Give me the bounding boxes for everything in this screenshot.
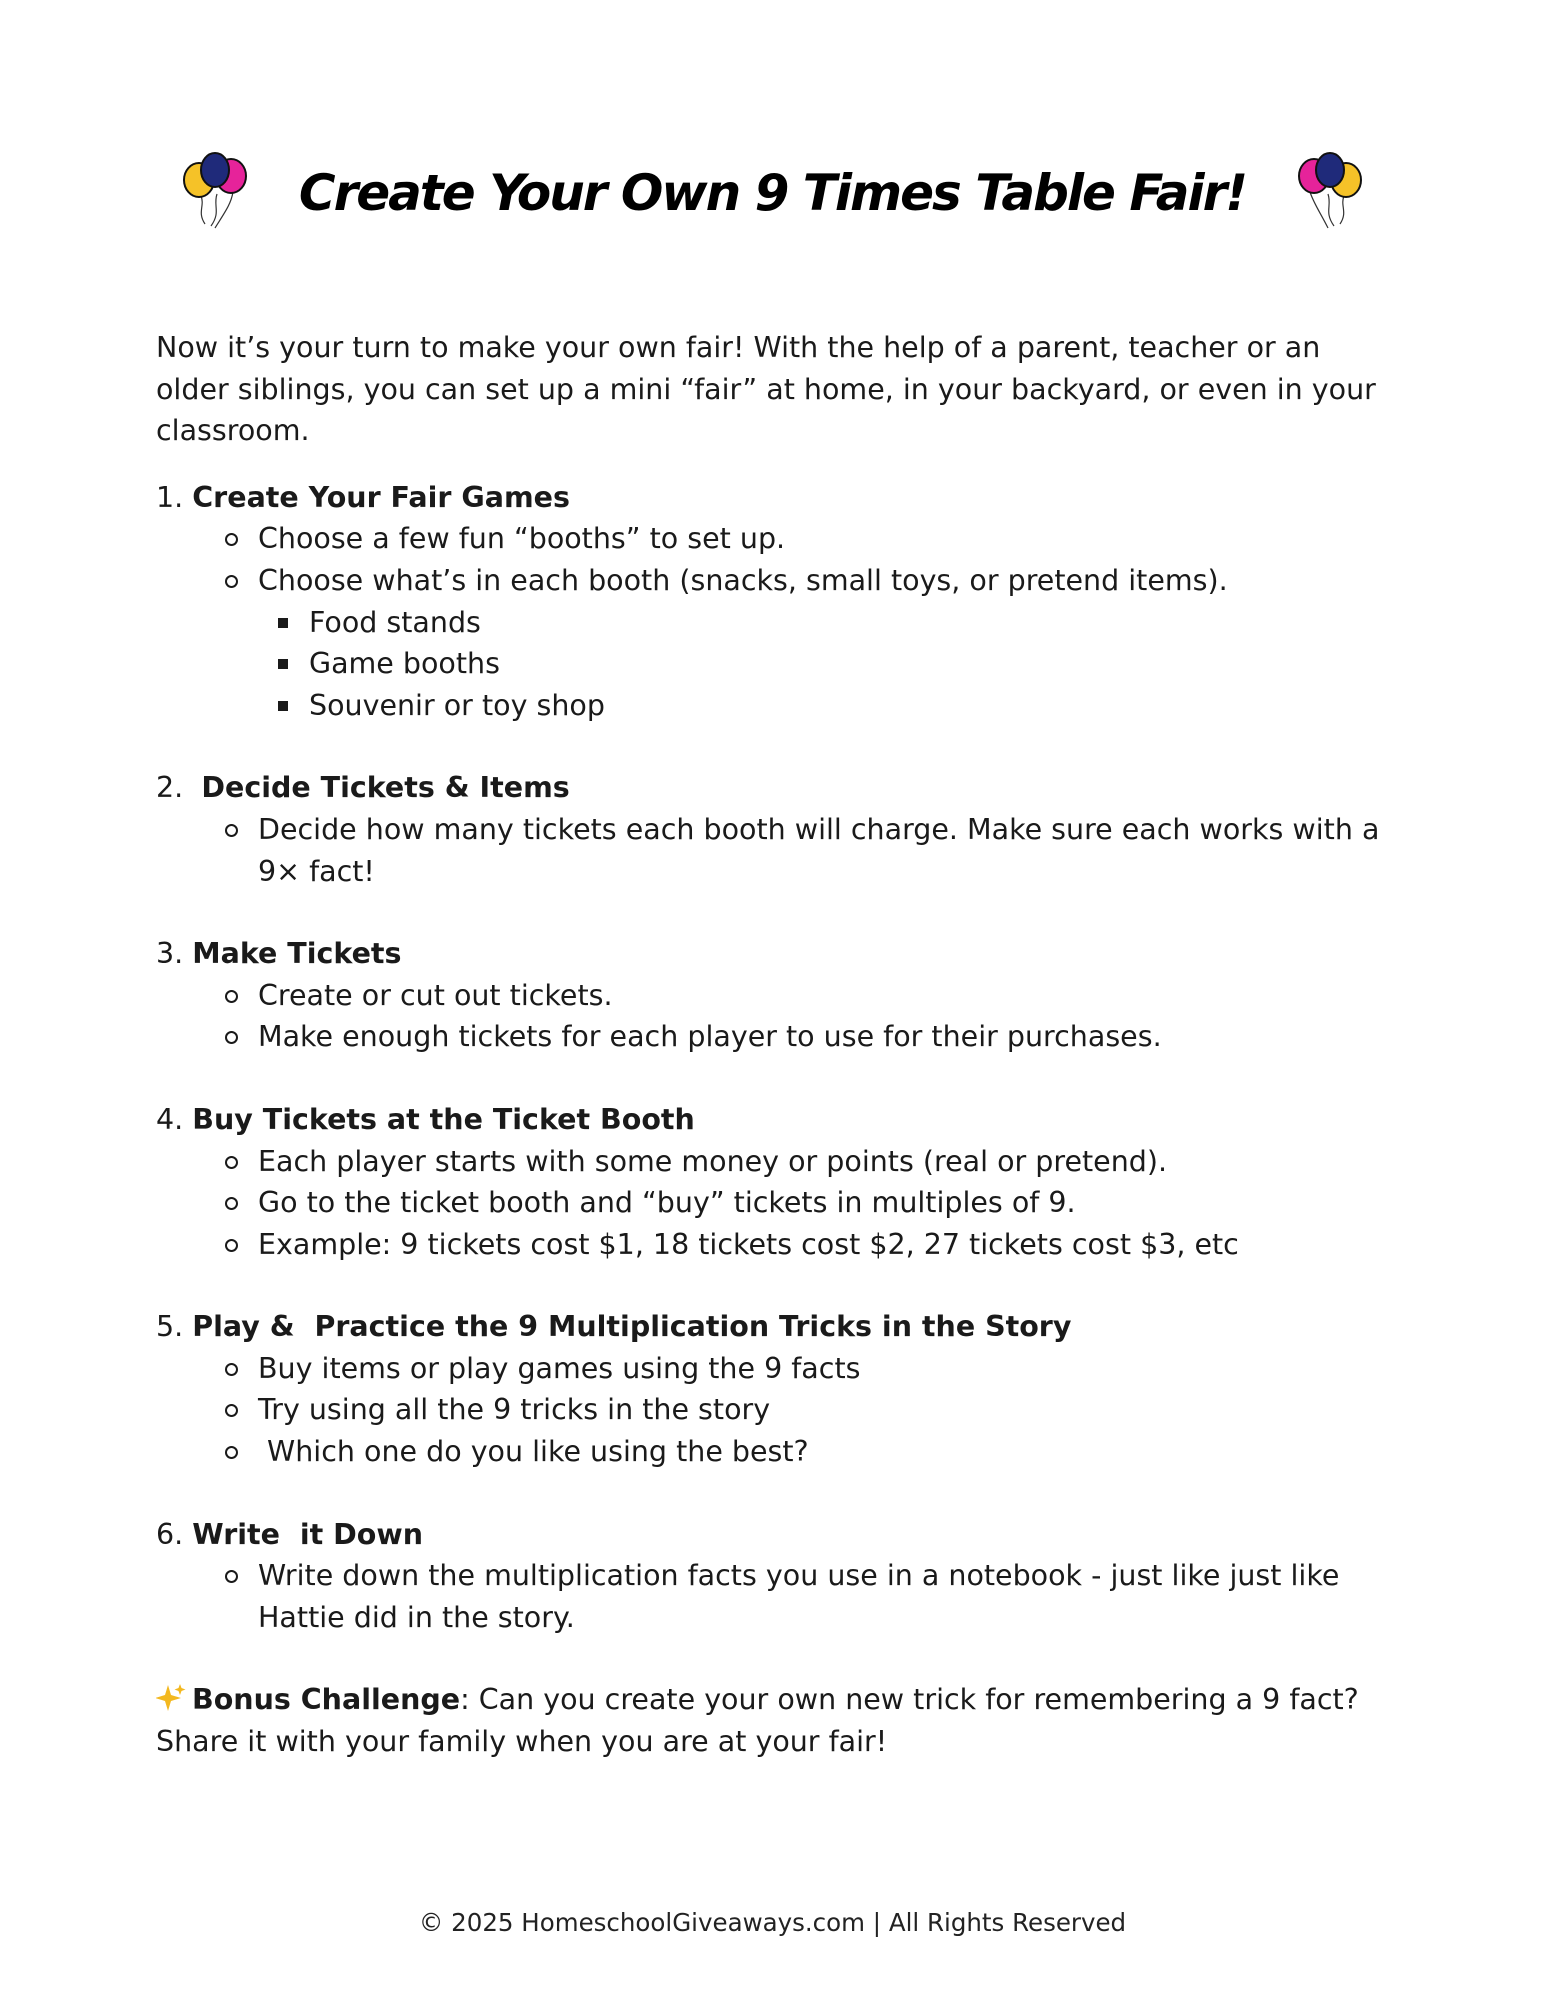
title-row bbox=[0, 148, 1545, 238]
bullet-list bbox=[156, 975, 1396, 1058]
list-item: Try using all the 9 tricks in the story bbox=[258, 1389, 1396, 1431]
balloons-icon bbox=[181, 150, 265, 236]
bullet-list bbox=[156, 1348, 1396, 1473]
sub-bullet-list bbox=[258, 602, 1396, 727]
section-title: Buy Tickets at the Ticket Booth bbox=[192, 1102, 695, 1136]
section-number: 5. bbox=[156, 1310, 184, 1344]
section-1 bbox=[156, 477, 1396, 727]
section-number: 6. bbox=[156, 1517, 184, 1551]
section-heading bbox=[156, 1306, 1396, 1348]
section-number: 1. bbox=[156, 480, 184, 514]
section-5 bbox=[156, 1306, 1396, 1472]
list-subitem: Game booths bbox=[309, 643, 1396, 685]
section-number: 4. bbox=[156, 1102, 184, 1136]
copyright-footer: © 2025 HomeschoolGiveaways.com | All Rights Reserved bbox=[418, 1908, 1127, 1937]
list-subitem: Souvenir or toy shop bbox=[309, 685, 1396, 727]
section-heading bbox=[156, 767, 1396, 809]
section-heading bbox=[156, 1514, 1396, 1556]
bonus-challenge bbox=[156, 1679, 1396, 1762]
section-heading bbox=[156, 477, 1396, 519]
list-item: Each player starts with some money or points (real or pretend). bbox=[258, 1141, 1396, 1183]
list-item: Choose a few fun “booths” to set up. bbox=[258, 518, 1396, 560]
section-number: 2. bbox=[156, 771, 184, 805]
list-item: Create or cut out tickets. bbox=[258, 975, 1396, 1017]
bonus-label: Bonus Challenge bbox=[192, 1683, 461, 1717]
list-item: Go to the ticket booth and “buy” tickets in multiples of 9. bbox=[258, 1182, 1396, 1224]
list-item: Buy items or play games using the 9 facts bbox=[258, 1348, 1396, 1390]
section-title: Decide Tickets & Items bbox=[201, 771, 570, 805]
bullet-list bbox=[156, 809, 1396, 892]
section-heading bbox=[156, 1099, 1396, 1141]
section-title: Create Your Fair Games bbox=[192, 480, 570, 514]
intro-paragraph: Now it’s your turn to make your own fair! With the help of a parent, teacher or an older siblings, you can set up a mini “fair” at home, in your backyard, or even in your classroom. bbox=[156, 331, 1376, 448]
worksheet-content bbox=[156, 327, 1396, 1791]
list-item: Example: 9 tickets cost $1, 18 tickets cost $2, 27 tickets cost $3, etc bbox=[258, 1224, 1396, 1266]
bonus-text: : Can you create your own new trick for remembering a 9 fact? Share it with your family when you are at your fair! bbox=[156, 1683, 1359, 1759]
page-title: Create Your Own 9 Times Table Fair! bbox=[298, 164, 1247, 222]
section-6 bbox=[156, 1514, 1396, 1639]
section-3 bbox=[156, 933, 1396, 1058]
bullet-list bbox=[156, 1555, 1396, 1638]
list-item-text: Choose what’s in each booth (snacks, small toys, or pretend items). bbox=[258, 563, 1228, 597]
bullet-list bbox=[156, 518, 1396, 726]
list-item: Decide how many tickets each booth will charge. Make sure each works with a 9× fact! bbox=[258, 809, 1396, 892]
section-2 bbox=[156, 767, 1396, 892]
sparkle-icon bbox=[156, 1683, 186, 1713]
section-title: Make Tickets bbox=[192, 937, 402, 971]
section-number: 3. bbox=[156, 937, 184, 971]
balloons-icon bbox=[1280, 150, 1364, 236]
list-item: Write down the multiplication facts you use in a notebook - just like just like Hattie did in the story. bbox=[258, 1555, 1396, 1638]
section-heading bbox=[156, 933, 1396, 975]
list-item: Make enough tickets for each player to use for their purchases. bbox=[258, 1016, 1396, 1058]
bullet-list bbox=[156, 1141, 1396, 1266]
section-title: Write it Down bbox=[192, 1517, 423, 1551]
list-subitem: Food stands bbox=[309, 602, 1396, 644]
list-item bbox=[258, 560, 1396, 726]
section-4 bbox=[156, 1099, 1396, 1265]
list-item: Which one do you like using the best? bbox=[258, 1431, 1396, 1473]
section-title: Play & Practice the 9 Multiplication Tricks in the Story bbox=[192, 1310, 1072, 1344]
